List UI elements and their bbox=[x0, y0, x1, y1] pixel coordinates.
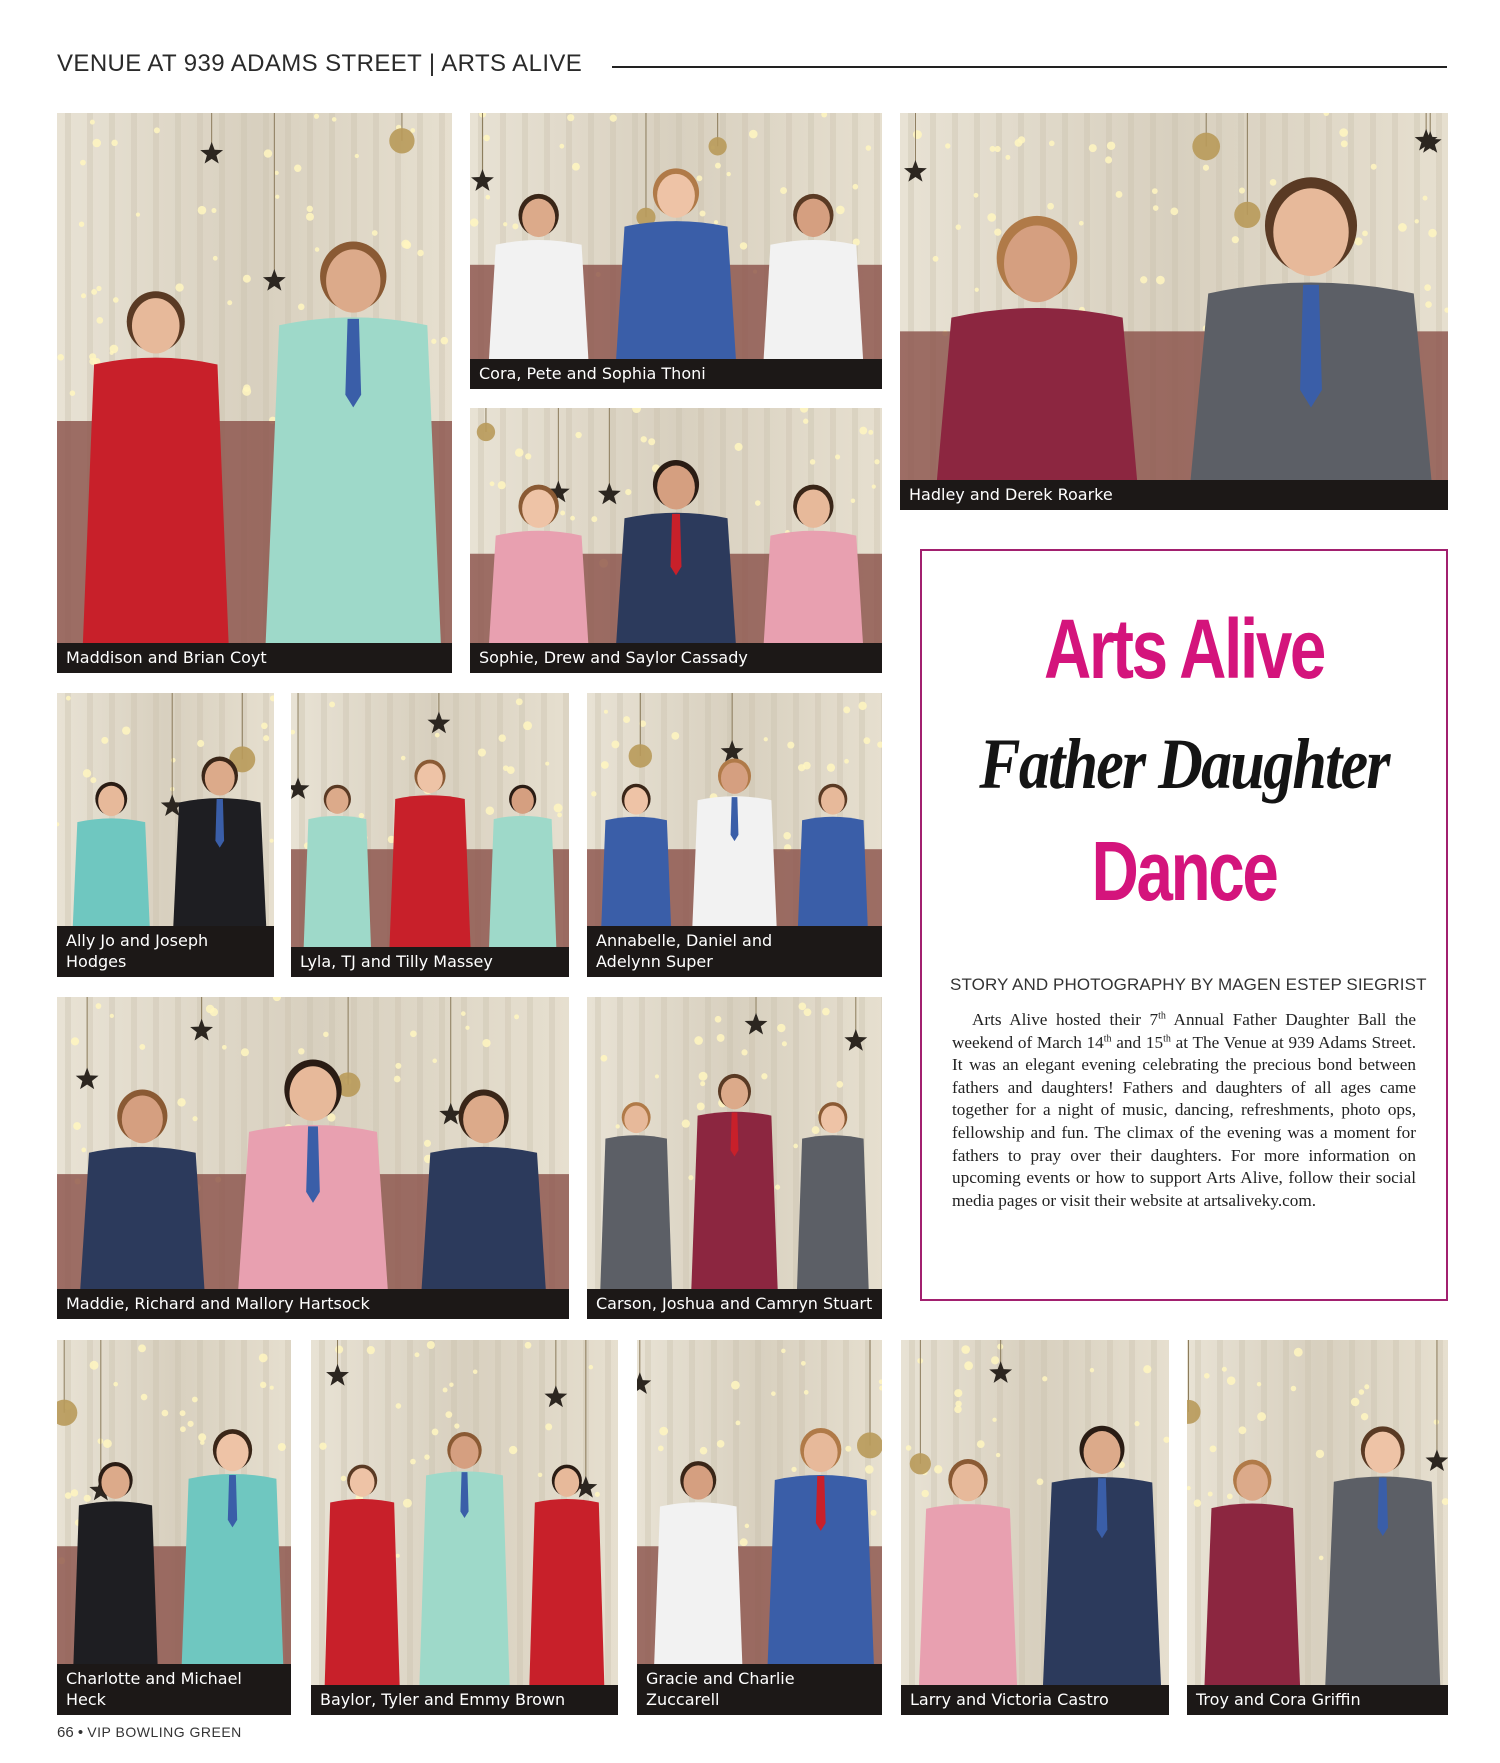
photo-zuccarell bbox=[637, 1340, 882, 1715]
photo-scene bbox=[470, 408, 882, 673]
photo-caption: Cora, Pete and Sophia Thoni bbox=[470, 359, 882, 389]
photo-thoni bbox=[470, 113, 882, 389]
photo-cassady bbox=[470, 408, 882, 673]
photo-caption: Sophie, Drew and Saylor Cassady bbox=[470, 643, 882, 673]
photo-coyt bbox=[57, 113, 452, 673]
photo-caption: Baylor, Tyler and Emmy Brown bbox=[311, 1685, 618, 1715]
photo-heck bbox=[57, 1340, 291, 1715]
photo-scene bbox=[1187, 1340, 1448, 1715]
story-body bbox=[952, 1009, 1416, 1212]
caption-line: Adelynn Super bbox=[596, 952, 713, 971]
story-title-arts-alive: Arts Alive bbox=[1043, 602, 1325, 696]
photo-griffin bbox=[1187, 1340, 1448, 1715]
caption-line: Annabelle, Daniel and bbox=[596, 931, 773, 950]
photo-castro bbox=[901, 1340, 1169, 1715]
story-box bbox=[920, 549, 1448, 1301]
photo-scene bbox=[587, 997, 882, 1319]
photo-scene bbox=[57, 113, 452, 673]
photo-scene bbox=[901, 1340, 1169, 1715]
photo-caption: Charlotte and Michael Heck bbox=[57, 1664, 291, 1715]
photo-brown bbox=[311, 1340, 618, 1715]
ordinal-suffix: th bbox=[1103, 1032, 1112, 1044]
section-title: VENUE AT 939 ADAMS STREET | ARTS ALIVE bbox=[57, 50, 600, 78]
photo-caption: Larry and Victoria Castro bbox=[901, 1685, 1169, 1715]
footer-bullet: • bbox=[77, 1724, 84, 1741]
photo-super bbox=[587, 693, 882, 977]
photo-roarke bbox=[900, 113, 1448, 510]
photo-caption: Maddison and Brian Coyt bbox=[57, 643, 452, 673]
page-footer bbox=[57, 1724, 242, 1741]
page-number: 66 bbox=[57, 1724, 74, 1741]
photo-scene bbox=[900, 113, 1448, 510]
photo-scene bbox=[57, 1340, 291, 1715]
ordinal-suffix: th bbox=[1163, 1032, 1171, 1044]
photo-massey bbox=[291, 693, 569, 977]
publication-name: VIP BOWLING GREEN bbox=[87, 1724, 242, 1740]
story-byline: STORY AND PHOTOGRAPHY BY MAGEN ESTEP SIEGRIST bbox=[950, 975, 1427, 994]
story-text: Arts Alive hosted their 7 bbox=[972, 1010, 1159, 1029]
photo-scene bbox=[291, 693, 569, 977]
ordinal-suffix: th bbox=[1158, 1010, 1166, 1022]
story-text: at The Venue at 939 Adams Street. It was an elegant evening celebrating the precious bond between fathers and daughters! Fathers and daughters of all ages came together for a night of music, dancing, refreshments, photo ops, fellowship and fun. The climax of the evening was a moment for fathers to pray over their daughters. For more information on upcoming events or how to support Arts Alive, follow their social media pages or visit their website at artsaliveky.com. bbox=[952, 1032, 1416, 1210]
photo-caption: Carson, Joshua and Camryn Stuart bbox=[587, 1289, 882, 1319]
page-header bbox=[57, 50, 1447, 86]
photo-caption bbox=[587, 926, 882, 977]
photo-hartsock bbox=[57, 997, 569, 1319]
story-text: Annual Father Daughter Ball the weekend of March 14 bbox=[952, 1010, 1416, 1052]
story-title-dance: Dance bbox=[1091, 824, 1277, 918]
story-title-father-daughter: Father Daughter bbox=[979, 724, 1389, 804]
photo-scene bbox=[311, 1340, 618, 1715]
photo-caption: Ally Jo and Joseph Hodges bbox=[57, 926, 274, 977]
photo-caption: Maddie, Richard and Mallory Hartsock bbox=[57, 1289, 569, 1319]
photo-scene bbox=[57, 997, 569, 1319]
photo-hodges bbox=[57, 693, 274, 977]
photo-scene bbox=[470, 113, 882, 389]
photo-caption: Gracie and Charlie Zuccarell bbox=[637, 1664, 882, 1715]
header-rule bbox=[612, 66, 1447, 68]
photo-caption: Hadley and Derek Roarke bbox=[900, 480, 1448, 510]
photo-stuart bbox=[587, 997, 882, 1319]
story-text: and 15 bbox=[1111, 1032, 1164, 1052]
photo-caption: Lyla, TJ and Tilly Massey bbox=[291, 947, 569, 977]
photo-scene bbox=[637, 1340, 882, 1715]
photo-caption: Troy and Cora Griffin bbox=[1187, 1685, 1448, 1715]
